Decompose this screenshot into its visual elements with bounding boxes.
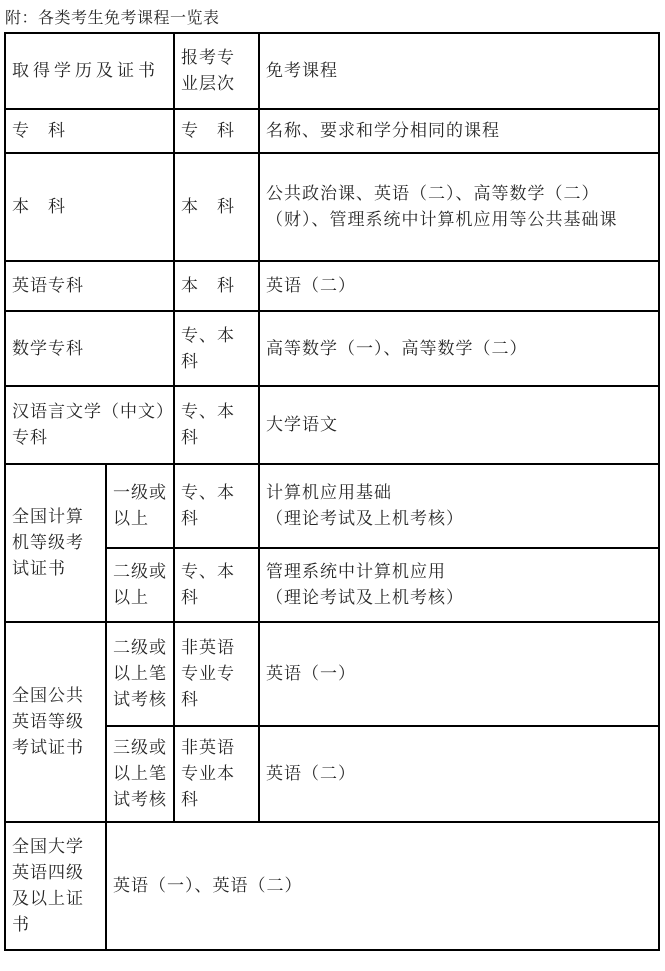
cell-courses-math-zhuanke: 高等数学（一）、高等数学（二） [259,311,659,386]
cell-courses-zhuanke: 名称、要求和学分相同的课程 [259,109,659,153]
table-row [5,822,659,950]
cell-grade-pets-level3: 三级或以上笔试考核 [106,726,174,822]
cell-credential-zhuanke: 专 科 [5,109,174,153]
cell-courses-ncre-level2 [259,548,659,622]
cell-level-pets-level2: 非英语专业专科 [174,622,259,726]
cell-level-chinese-zhuanke: 专、本科 [174,386,259,464]
cell-courses-pets-level2: 英语（一） [259,622,659,726]
table-row [5,464,659,548]
page-title: 附：各类考生免考课程一览表 [5,10,220,27]
table-row [5,153,659,261]
cell-credential-ncre: 全国计算机等级考试证书 [5,464,106,622]
course-line-1: 计算机应用基础 [266,483,392,502]
cell-level-zhuanke: 专 科 [174,109,259,153]
cell-courses-pets-level3: 英语（二） [259,726,659,822]
table-row [5,386,659,464]
cell-courses-cet4: 英语（一）、英语（二） [106,822,659,950]
cell-level-pets-level3: 非英语专业本科 [174,726,259,822]
cell-level-ncre-level1: 专、本科 [174,464,259,548]
table-row [5,109,659,153]
cell-level-english-zhuanke: 本 科 [174,261,259,311]
cell-grade-ncre-level1: 一级或以上 [106,464,174,548]
cell-grade-pets-level2: 二级或以上笔试考核 [106,622,174,726]
header-credential: 取得学历及证书 [5,33,174,109]
table-row [5,311,659,386]
cell-level-ncre-level2: 专、本科 [174,548,259,622]
cell-courses-english-zhuanke: 英语（二） [259,261,659,311]
cell-credential-math-zhuanke: 数学专科 [5,311,174,386]
cell-credential-benke: 本 科 [5,153,174,261]
header-level: 报考专业层次 [174,33,259,109]
table-row [5,261,659,311]
cell-level-benke: 本 科 [174,153,259,261]
course-line-1: 管理系统中计算机应用 [266,562,446,581]
course-line-2: （理论考试及上机考核） [266,509,464,528]
cell-courses-ncre-level1 [259,464,659,548]
header-courses: 免考课程 [259,33,659,109]
cell-level-math-zhuanke: 专、本科 [174,311,259,386]
cell-credential-pets: 全国公共英语等级考试证书 [5,622,106,822]
cell-grade-ncre-level2: 二级或以上 [106,548,174,622]
table-row [5,622,659,726]
course-line-2: （理论考试及上机考核） [266,588,464,607]
table-header-row [5,33,659,109]
cell-credential-cet4: 全国大学英语四级及以上证书 [5,822,106,950]
cell-courses-benke: 公共政治课、英语（二）、高等数学（二）（财）、管理系统中计算机应用等公共基础课 [259,153,659,261]
cell-credential-chinese-zhuanke: 汉语言文学（中文）专科 [5,386,174,464]
exemption-course-table [4,32,660,951]
cell-credential-english-zhuanke: 英语专科 [5,261,174,311]
cell-courses-chinese-zhuanke: 大学语文 [259,386,659,464]
